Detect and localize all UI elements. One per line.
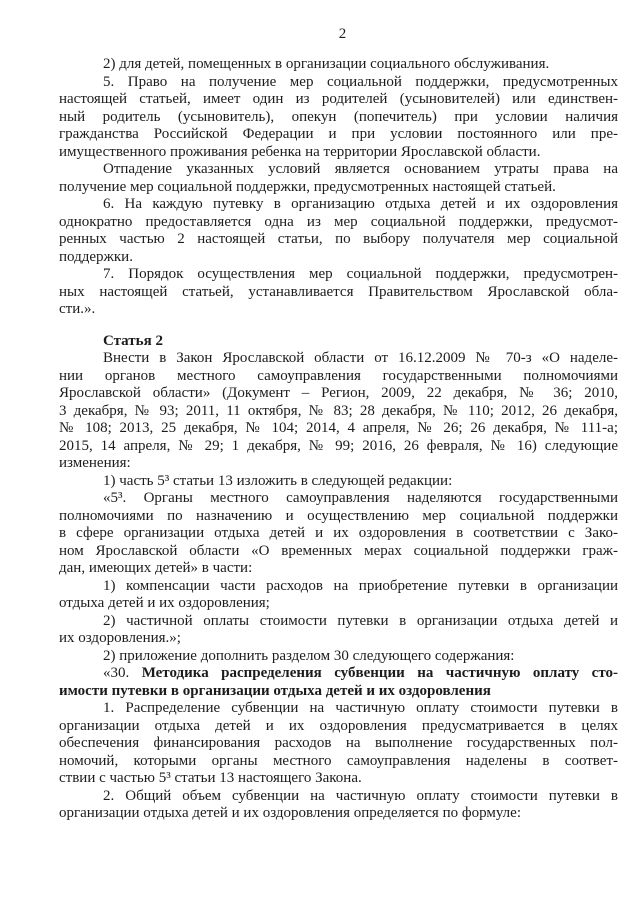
paragraph: [59, 490, 618, 578]
bold-text-segment: Методика распределения субвенции на частичную оплату сто-: [141, 665, 619, 681]
text-line: имущественного проживания ребенка на территории Ярославской области.: [59, 143, 541, 160]
paragraph: [59, 350, 618, 473]
paragraph: [59, 333, 618, 351]
text-line: «5³. Органы местного самоуправления наделяются государственными: [103, 490, 618, 506]
paragraph: [59, 788, 618, 823]
text-line: их оздоровления.»;: [59, 630, 181, 646]
text-line: 2) частичной оплаты стоимости путевки в организации отдыха детей и: [103, 612, 618, 629]
paragraph: [59, 56, 618, 74]
text-line: Ярославской области» (Документ – Регион, 2009, 22 декабря, № 36; 2010,: [59, 385, 618, 401]
text-line: поддержки.: [59, 248, 133, 265]
paragraph: [59, 578, 618, 613]
text-line: дан, имеющих детей» в части:: [59, 560, 253, 576]
text-line: ный родитель (усыновитель), опекун (попечитель) при условии наличия: [59, 108, 618, 125]
text-line: нии органов местного самоуправления государственными полномочиями: [59, 367, 618, 384]
text-line: обеспечения финансирования расходов на выполнение государственных пол-: [59, 735, 618, 751]
text-line: 2. Общий объем субвенции на частичную оплату стоимости путевки в: [103, 787, 618, 804]
paragraph: [59, 266, 618, 319]
text-line: 2) для детей, помещенных в организации социального обслуживания.: [103, 56, 550, 72]
paragraph: [59, 196, 618, 266]
text-line: гражданства Российской Федерации и при условии постоянного или пре-: [59, 126, 618, 142]
text-line: № 108; 2013, 25 декабря, № 104; 2014, 4 апреля, № 26; 26 декабря, № 111-а;: [59, 420, 618, 436]
text-segment: «30.: [103, 665, 142, 681]
paragraph: [59, 161, 618, 196]
text-line: ном Ярославской области «О временных мерах социальной поддержки граж-: [59, 542, 618, 559]
text-line: полномочиями по назначению и осуществлению мер социальной поддержки: [59, 507, 618, 524]
text-line: получение мер социальной поддержки, предусмотренных настоящей статьей.: [59, 178, 556, 195]
text-line: имости путевки в организации отдыха детей и их оздоровления: [59, 682, 491, 699]
text-line: 1) компенсации части расходов на приобретение путевки в организации: [103, 577, 618, 594]
text-line: ренных частью 2 настоящей статьи, по выбору получателя мер социальной: [59, 231, 618, 247]
text-line: 5. Право на получение мер социальной поддержки, предусмотренных: [103, 73, 618, 90]
text-line: изменения:: [59, 455, 131, 471]
text-line: организации отдыха детей и их оздоровления предусматривается в целях: [59, 717, 618, 734]
text-line: 1. Распределение субвенции на частичную оплату стоимости путевки в: [103, 700, 618, 716]
text-line: настоящей статьей, имеет один из родителей (усыновителей) или единствен-: [59, 91, 618, 107]
text-line: однократно предоставляется одна из мер социальной поддержки, предусмот-: [59, 213, 618, 230]
text-line: номочий, которыми органы местного самоуправления наделены в соответ-: [59, 752, 618, 769]
text-line: 1) часть 5³ статьи 13 изложить в следующей редакции:: [103, 472, 453, 489]
text-line: 2015, 14 апреля, № 29; 1 декабря, № 99; 2016, 26 февраля, № 16) следующие: [59, 437, 618, 454]
text-line: сти.».: [59, 301, 96, 317]
text-line: в сфере организации отдыха детей и их оздоровления в соответствии с Зако-: [59, 525, 618, 541]
page-number: 2: [338, 26, 347, 42]
text-line: 7. Порядок осуществления мер социальной поддержки, предусмотрен-: [103, 266, 618, 282]
text-line: Статья 2: [103, 332, 163, 349]
text-line: [59, 665, 618, 683]
paragraph: [59, 613, 618, 648]
text-line: Внести в Закон Ярославской области от 16.12.2009 № 70-з «О наделе-: [103, 350, 618, 366]
paragraph: [59, 700, 618, 788]
text-line: 2) приложение дополнить разделом 30 следующего содержания:: [103, 647, 515, 664]
text-line: организации отдыха детей и их оздоровления определяется по формуле:: [59, 805, 521, 821]
text-line: 6. На каждую путевку в организацию отдыха детей и их оздоровления: [103, 196, 618, 212]
document-content: [59, 56, 618, 823]
paragraph: [59, 648, 618, 666]
text-line: ных настоящей статьей, устанавливается Правительством Ярославской обла-: [59, 283, 618, 300]
text-line: отдыха детей и их оздоровления;: [59, 595, 270, 611]
text-line: 3 декабря, № 93; 2011, 11 октября, № 83; 28 декабря, № 110; 2012, 26 декабря,: [59, 402, 618, 419]
text-line: ствии с частью 5³ статьи 13 настоящего Закона.: [59, 770, 362, 786]
paragraph: [59, 74, 618, 162]
paragraph: [59, 665, 618, 700]
paragraph: [59, 473, 618, 491]
text-line: Отпадение указанных условий является основанием утраты права на: [103, 161, 618, 177]
